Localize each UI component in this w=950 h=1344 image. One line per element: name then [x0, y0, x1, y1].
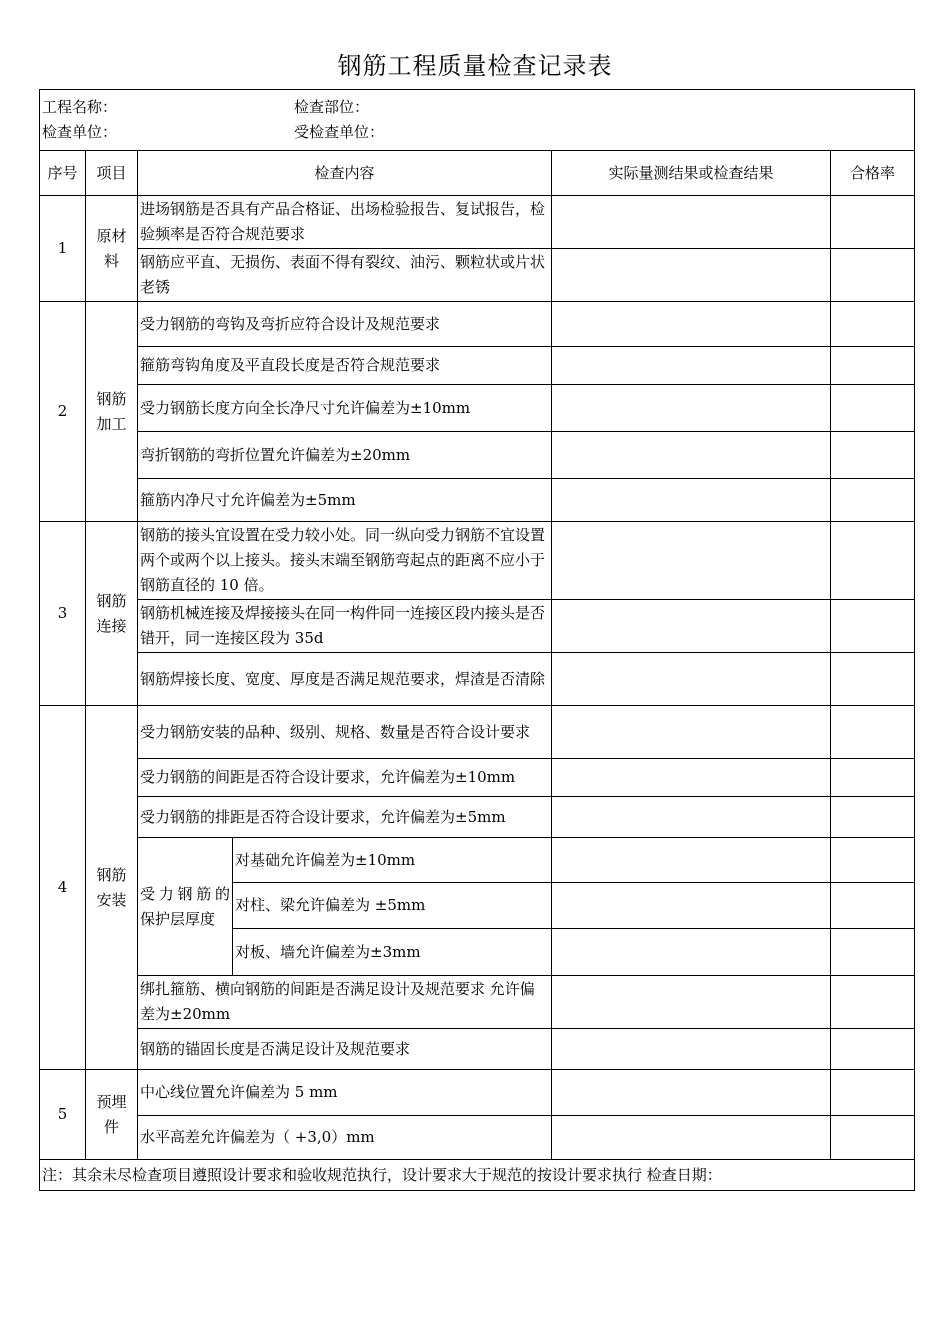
table-row: [40, 759, 915, 797]
result-cell[interactable]: [552, 759, 831, 797]
result-cell[interactable]: [552, 883, 831, 929]
check-content: 箍筋弯钩角度及平直段长度是否符合规范要求: [138, 347, 552, 385]
result-cell[interactable]: [552, 797, 831, 838]
check-content: 弯折钢筋的弯折位置允许偏差为±20mm: [138, 432, 552, 479]
result-cell[interactable]: [552, 1116, 831, 1160]
table-row: [40, 600, 915, 653]
item-cell: [86, 706, 138, 1070]
cover-label-line: 受力钢筋的: [140, 884, 230, 903]
table-row: [40, 706, 915, 759]
check-part-label: 检查部位：: [294, 98, 370, 116]
rate-cell[interactable]: [831, 196, 915, 249]
result-cell[interactable]: [552, 347, 831, 385]
row-number: 4: [40, 706, 86, 1070]
rate-cell[interactable]: [831, 838, 915, 883]
table-row: [40, 432, 915, 479]
header-item: 项目: [86, 151, 138, 196]
item-label: 钢筋: [96, 389, 127, 408]
header-result: 实际量测结果或检查结果: [552, 151, 831, 196]
table-row: [40, 196, 915, 249]
table-row: [40, 838, 915, 883]
result-cell[interactable]: [552, 249, 831, 302]
rate-cell[interactable]: [831, 249, 915, 302]
cover-thickness-label: [138, 838, 233, 976]
check-content: 对柱、梁允许偏差为 ±5mm: [233, 883, 552, 929]
rate-cell[interactable]: [831, 653, 915, 706]
result-cell[interactable]: [552, 838, 831, 883]
check-content: 受力钢筋安装的品种、级别、规格、数量是否符合设计要求: [138, 706, 552, 759]
info-row: [40, 90, 915, 151]
table-row: [40, 1070, 915, 1116]
item-cell: [86, 302, 138, 522]
result-cell[interactable]: [552, 432, 831, 479]
row-number: 5: [40, 1070, 86, 1160]
check-content: 对板、墙允许偏差为±3mm: [233, 929, 552, 976]
check-content: 水平高差允许偏差为（ +3,0）mm: [138, 1116, 552, 1160]
check-content: 钢筋焊接长度、宽度、厚度是否满足规范要求，焊渣是否清除: [138, 653, 552, 706]
check-content: 对基础允许偏差为±10mm: [233, 838, 552, 883]
item-label: 料: [103, 251, 119, 270]
table-row: [40, 1029, 915, 1070]
item-label: 连接: [96, 616, 127, 635]
rate-cell[interactable]: [831, 432, 915, 479]
result-cell[interactable]: [552, 385, 831, 432]
result-cell[interactable]: [552, 706, 831, 759]
rate-cell[interactable]: [831, 479, 915, 522]
check-content: 受力钢筋长度方向全长净尺寸允许偏差为±10mm: [138, 385, 552, 432]
header-row: [40, 151, 915, 196]
row-number: 1: [40, 196, 86, 302]
rate-cell[interactable]: [831, 385, 915, 432]
row-number: 3: [40, 522, 86, 706]
table-row: [40, 653, 915, 706]
checked-unit-label: 受检查单位：: [294, 123, 385, 141]
check-content: 钢筋的锚固长度是否满足设计及规范要求: [138, 1029, 552, 1070]
table-row: [40, 302, 915, 347]
rate-cell[interactable]: [831, 1116, 915, 1160]
project-name-label: 工程名称：: [42, 98, 118, 116]
check-content: 钢筋机械连接及焊接接头在同一构件同一连接区段内接头是否错开，同一连接区段为 35d: [138, 600, 552, 653]
item-label: 预埋: [96, 1092, 127, 1111]
item-cell: [86, 522, 138, 706]
result-cell[interactable]: [552, 522, 831, 600]
item-label: 原材: [96, 226, 127, 245]
row-number: 2: [40, 302, 86, 522]
check-content: 箍筋内净尺寸允许偏差为±5mm: [138, 479, 552, 522]
item-label: 钢筋: [96, 591, 127, 610]
rate-cell[interactable]: [831, 302, 915, 347]
table-row: [40, 249, 915, 302]
result-cell[interactable]: [552, 929, 831, 976]
rate-cell[interactable]: [831, 883, 915, 929]
item-label: 加工: [96, 414, 127, 433]
table-row: [40, 385, 915, 432]
item-label: 钢筋: [96, 865, 127, 884]
header-content: 检查内容: [138, 151, 552, 196]
check-content: 绑扎箍筋、横向钢筋的间距是否满足设计及规范要求 允许偏差为±20mm: [138, 976, 552, 1029]
rate-cell[interactable]: [831, 706, 915, 759]
table-row: [40, 1116, 915, 1160]
table-row: [40, 797, 915, 838]
result-cell[interactable]: [552, 1029, 831, 1070]
footer-note: 注：其余未尽检查项目遵照设计要求和验收规范执行，设计要求大于规范的按设计要求执行 检查日期：: [40, 1160, 915, 1191]
result-cell[interactable]: [552, 479, 831, 522]
inspection-table: [39, 89, 915, 1191]
table-row: [40, 522, 915, 600]
page-title: 钢筋工程质量检查记录表: [337, 52, 613, 80]
footer-row: [40, 1160, 915, 1191]
info-cell: [40, 90, 915, 151]
result-cell[interactable]: [552, 196, 831, 249]
check-content: 受力钢筋的间距是否符合设计要求，允许偏差为±10mm: [138, 759, 552, 797]
check-content: 受力钢筋的弯钩及弯折应符合设计及规范要求: [138, 302, 552, 347]
check-content: 受力钢筋的排距是否符合设计要求，允许偏差为±5mm: [138, 797, 552, 838]
rate-cell[interactable]: [831, 1070, 915, 1116]
cover-label-line: 保护层厚度: [140, 909, 216, 928]
item-label: 件: [103, 1117, 119, 1136]
table-row: [40, 976, 915, 1029]
check-content: 钢筋应平直、无损伤、表面不得有裂纹、油污、颗粒状或片状老锈: [138, 249, 552, 302]
result-cell[interactable]: [552, 302, 831, 347]
table-row: [40, 347, 915, 385]
result-cell[interactable]: [552, 600, 831, 653]
check-unit-label: 检查单位：: [42, 123, 118, 141]
rate-cell[interactable]: [831, 976, 915, 1029]
result-cell[interactable]: [552, 976, 831, 1029]
header-rate: 合格率: [831, 151, 915, 196]
item-label: 安装: [96, 890, 127, 909]
check-content: 进场钢筋是否具有产品合格证、出场检验报告、复试报告，检验频率是否符合规范要求: [138, 196, 552, 249]
rate-cell[interactable]: [831, 522, 915, 600]
check-content: 钢筋的接头宜设置在受力较小处。同一纵向受力钢筋不宜设置两个或两个以上接头。接头末端至钢筋弯起点的距离不应小于钢筋直径的 10 倍。: [138, 522, 552, 600]
rate-cell[interactable]: [831, 1029, 915, 1070]
rate-cell[interactable]: [831, 929, 915, 976]
check-content: 中心线位置允许偏差为 5 mm: [138, 1070, 552, 1116]
rate-cell[interactable]: [831, 797, 915, 838]
rate-cell[interactable]: [831, 600, 915, 653]
rate-cell[interactable]: [831, 347, 915, 385]
item-cell: [86, 196, 138, 302]
rate-cell[interactable]: [831, 759, 915, 797]
result-cell[interactable]: [552, 1070, 831, 1116]
item-cell: [86, 1070, 138, 1160]
header-no: 序号: [40, 151, 86, 196]
result-cell[interactable]: [552, 653, 831, 706]
table-row: [40, 479, 915, 522]
